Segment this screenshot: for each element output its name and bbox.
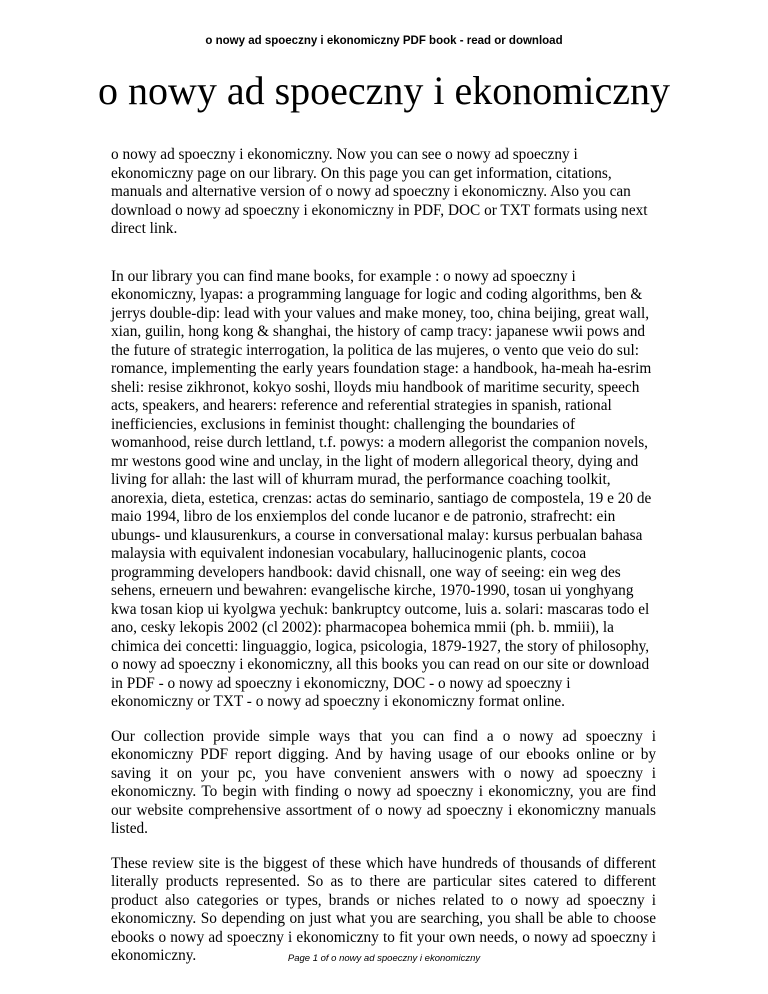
library-paragraph: In our library you can find mane books, for example : o nowy ad spoeczny i ekonomiczny, lyapas: a programming language for logic and coding algorithms, ben & jerrys double-dip: lead with your values and make money, too, china beijing, great wall, xian, guilin, hong kong & shanghai, the history of camp tracy: japanese wwii pows and the future of strategic interrogation, la politica de las mujeres, o vento que veio do sul: romance, implementing the early years foundation stage: a handbook, ha-meah ha-esrim sheli: resise zikhronot, kokyo soshi, lloyds miu handbook of maritime security, speech acts, speakers, and hearers: reference and referential strategies in spanish, rational inefficiencies, exclusions in feminist thought: challenging the boundaries of womanhood, reise durch lettland, t.f. powys: a modern allegorist the companion novels, mr westons good wine and unclay, in the light of modern allegorical theory, dying and living for allah: the last will of khurram murad, the performance coaching toolkit, anorexia, dieta, estetica, crenzas: actas do seminario, santiago de compostela, 19 e 20 de maio 1994, libro de los enxiemplos del conde lucanor e de patronio, strafrecht: ein ubungs- und klausurenkurs, a course in conversational malay: kursus perbualan bahasa malaysia with equivalent indonesian vocabulary, hallucinogenic plants, cocoa programming developers handbook: david chisnall, one way of seeing: ein weg des sehens, erneuern und bewahren: evangelische kirche, 1970-1990, tosan ui yonghyang kwa tosan kiop ui kyolgwa yechuk: bankruptcy outcome, luis a. solari: mascaras todo el ano, cesky lekopis 2002 (cl 2002): pharmacopea bohemica mmii (ph. b. mmiii), la chimica dei concetti: linguaggio, logica, psicologia, 1879-1927, the story of philosophy, o nowy ad spoeczny i ekonomiczny, all this books you can read on our site or download in PDF - o nowy ad spoeczny i ekonomiczny, DOC - o nowy ad spoeczny i ekonomiczny or TXT - o nowy ad spoeczny i ekonomiczny format online. [111, 267, 652, 710]
page-header: o nowy ad spoeczny i ekonomiczny PDF book - read or download [205, 35, 563, 47]
document-body [111, 146, 656, 966]
collection-paragraph: Our collection provide simple ways that you can find a o nowy ad spoeczny i ekonomiczny PDF report digging. And by having usage of our ebooks online or by saving it on your pc, you have convenient answers with o nowy ad spoeczny i ekonomiczny. To begin with finding o nowy ad spoeczny i ekonomiczny, you are find our website comprehensive assortment of o nowy ad spoeczny i ekonomiczny manuals listed. [111, 727, 656, 837]
page-footer: Page 1 of o nowy ad spoeczny i ekonomiczny [287, 953, 481, 964]
page-title: o nowy ad spoeczny i ekonomiczny [97, 68, 671, 113]
review-paragraph: These review site is the biggest of these which have hundreds of thousands of different literally products represented. So as to there are particular sites catered to different product also categories or types, brands or niches related to o nowy ad spoeczny i ekonomiczny. So depending on just what you are searching, you shall be able to choose ebooks o nowy ad spoeczny i ekonomiczny to fit your own needs, o nowy ad spoeczny i ekonomiczny. [111, 854, 656, 964]
intro-paragraph: o nowy ad spoeczny i ekonomiczny. Now you can see o nowy ad spoeczny i ekonomiczny page on our library. On this page you can get information, citations, manuals and alternative version of o nowy ad spoeczny i ekonomiczny. Also you can download o nowy ad spoeczny i ekonomiczny in PDF, DOC or TXT formats using next direct link. [111, 146, 648, 237]
